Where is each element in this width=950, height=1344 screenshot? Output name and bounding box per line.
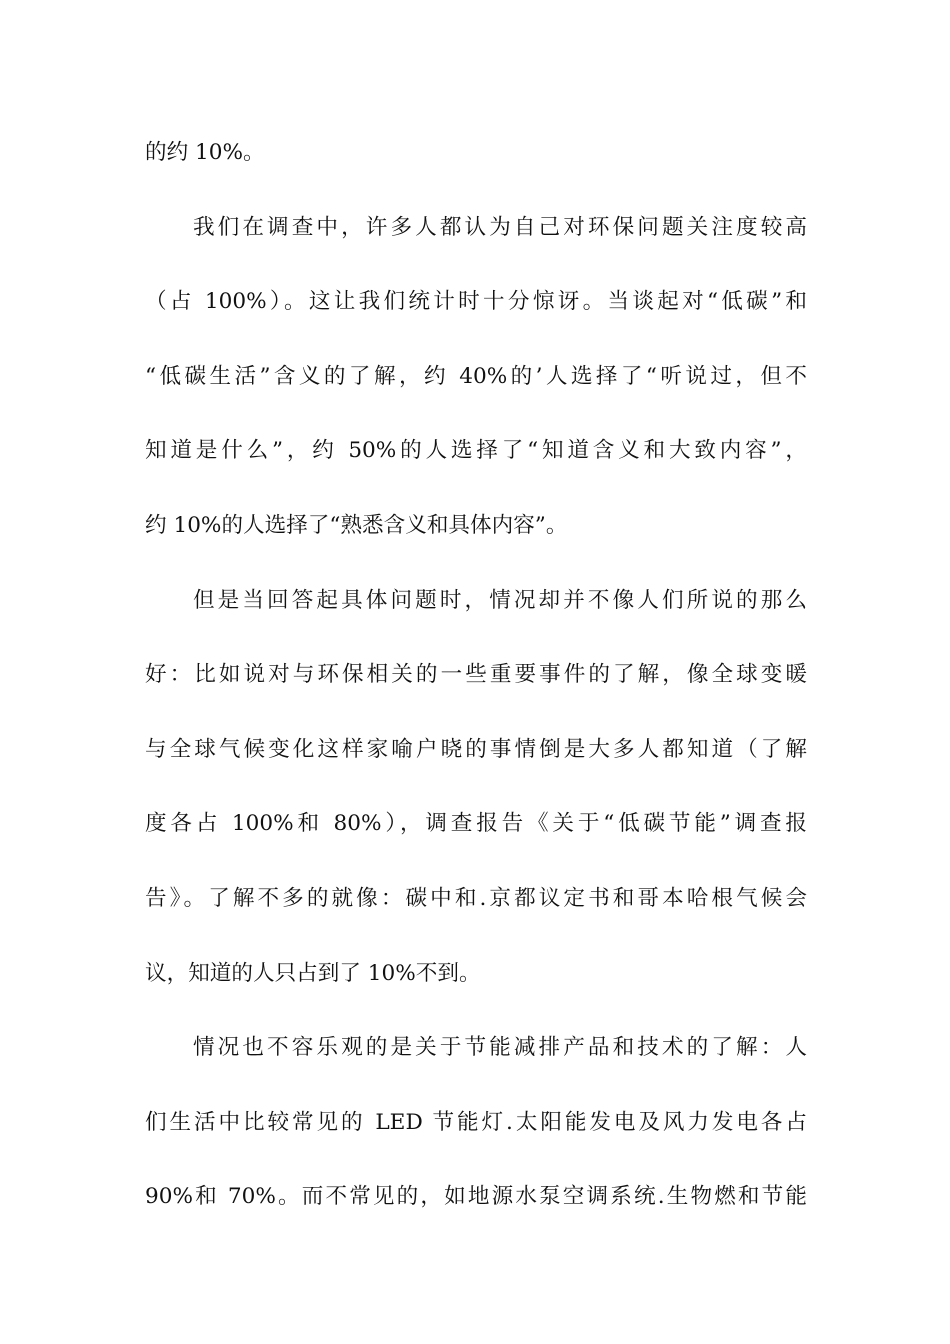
text-line-6: 约 10%的人选择了“熟悉含义和具体内容”。 xyxy=(145,512,568,538)
text-line-7: 但是当回答起具体问题时，情况却并不像人们所说的那么 xyxy=(193,587,807,613)
text-line-12: 议，知道的人只占到了 10%不到。 xyxy=(145,960,481,986)
text-line-13: 情况也不容乐观的是关于节能减排产品和技术的了解：人 xyxy=(193,1035,807,1061)
text-line-2: 我们在调查中，许多人都认为自己对环保问题关注度较高 xyxy=(193,214,807,240)
text-line-9: 与全球气候变化这样家喻户晓的事情倒是大多人都知道（了解 xyxy=(145,736,807,762)
text-line-11: 告》。了解不多的就像：碳中和.京都议定书和哥本哈根气候会 xyxy=(145,885,807,911)
text-line-3: （占 100%）。这让我们统计时十分惊讶。当谈起对“低碳”和 xyxy=(145,289,807,315)
text-line-10: 度各占 100%和 80%），调查报告《关于“低碳节能”调查报 xyxy=(145,811,807,837)
body-text xyxy=(145,125,807,1244)
text-line-1: 的约 10%。 xyxy=(145,140,265,165)
text-line-8: 好：比如说对与环保相关的一些重要事件的了解，像全球变暖 xyxy=(145,662,807,688)
text-line-15: 90%和 70%。而不常见的，如地源水泵空调系统.生物燃和节能 xyxy=(145,1184,807,1210)
text-line-14: 们生活中比较常见的 LED 节能灯.太阳能发电及风力发电各占 xyxy=(145,1109,807,1135)
text-line-4: “低碳生活”含义的了解，约 40%的’人选择了“听说过，但不 xyxy=(145,363,807,389)
text-line-5: 知道是什么”，约 50%的人选择了“知道含义和大致内容”， xyxy=(145,438,807,464)
